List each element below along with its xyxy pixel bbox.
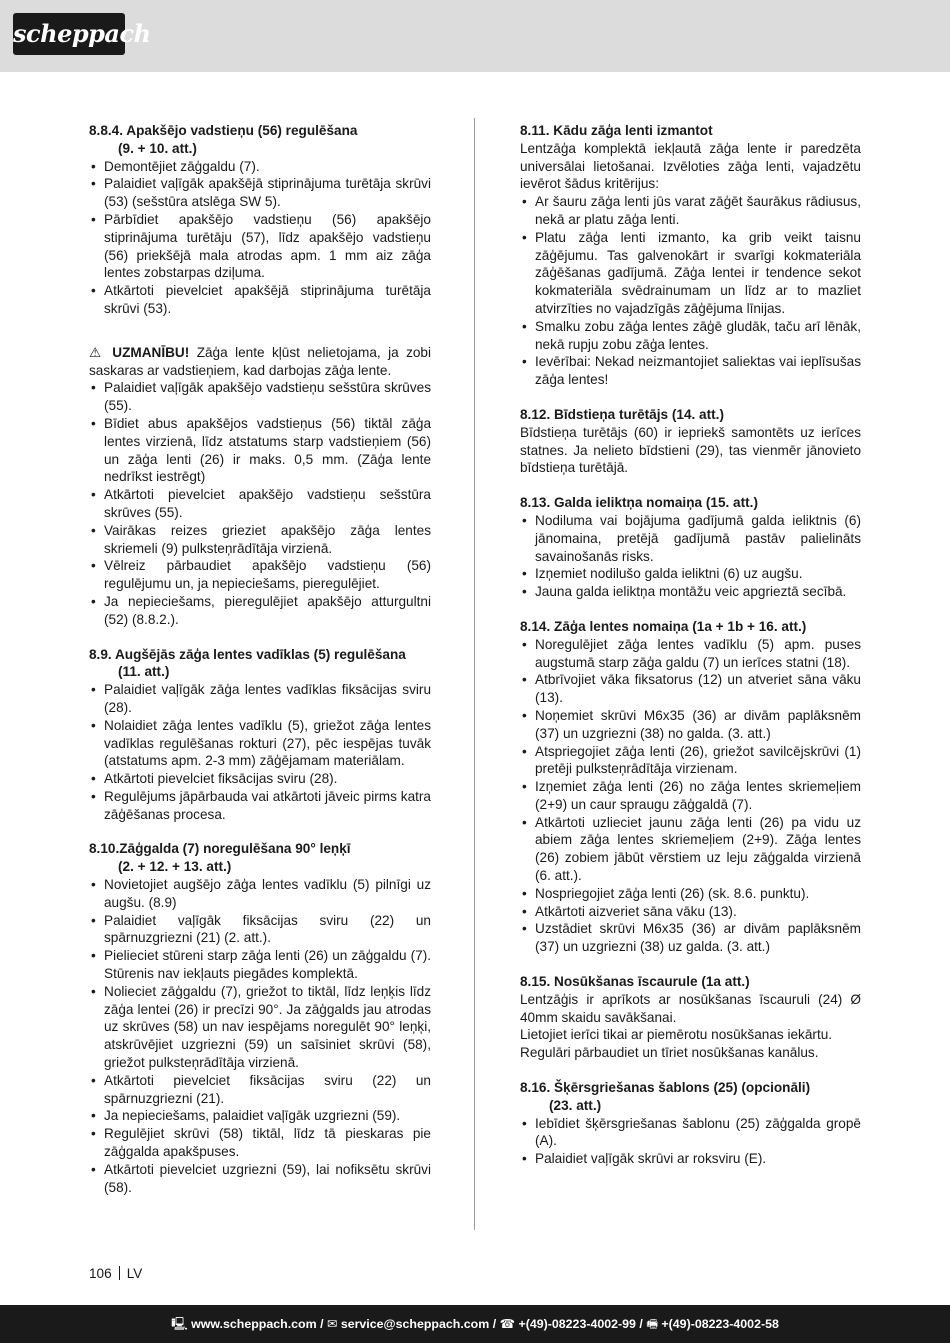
list-item: • Atkārtoti pievelciet uzgriezni (59), lai nofiksētu skrūvi (58). <box>89 1161 431 1197</box>
warning-block <box>89 344 431 629</box>
section-heading: 8.10.Zāģgalda (7) noregulēšana 90° leņķī (2. + 12. + 13. att.) <box>89 841 351 875</box>
list-item: • Nodiluma vai bojājuma gadījumā galda ieliktnis (6) jānomaina, pretējā gadījumā pastāv palielināts savainošanās risks. <box>520 512 861 565</box>
list-item: • Pielieciet stūreni starp zāģa lenti (26) un zāģgaldu (7). Stūrenis nav iekļauts piegādes komplektā. <box>89 947 431 983</box>
left-column <box>89 122 431 1213</box>
list-item: • Atbrīvojiet vāka fiksatorus (12) un atveriet sāna vāku (13). <box>520 671 861 707</box>
page-number-separator <box>119 1266 120 1280</box>
section-heading: 8.14. Zāģa lentes nomaiņa (1a + 1b + 16. att.) <box>520 618 807 634</box>
section-heading: 8.8.4. Apakšējo vadstieņu (56) regulēšana (9. + 10. att.) <box>89 123 358 156</box>
page-language: LV <box>126 1266 143 1281</box>
section-8-15 <box>520 973 861 1062</box>
list-item: • Atkārtoti aizveriet sāna vāku (13). <box>520 903 861 921</box>
list-item: • Ja nepieciešams, palaidiet vaļīgāk uzgriezni (59). <box>89 1107 431 1125</box>
section-heading: 8.11. Kādu zāģa lenti izmantot <box>520 123 713 138</box>
list-item: • Vēlreiz pārbaudiet apakšējo vadstieņu (56) regulējumu un, ja nepieciešams, pieregulējiet. <box>89 557 431 593</box>
right-column <box>520 122 861 1185</box>
list-item: • Platu zāģa lenti izmanto, ka grib veikt taisnu zāģējumu. Tas galvenokārt ir svarīgi kokmateriāla zāģēšanas gadījumā. Zāģa lentei ir tendence sekot kokmateriāla svēdrainumam un līdz ar to mazliet atvirzīties no vajadzīgās zāģējuma līnijas. <box>520 229 861 318</box>
list-item: • Nolaidiet zāģa lentes vadīklu (5), griežot zāģa lentes vadīklas regulēšanas rokturi (27), pēc iespējas tuvāk (atstatums apm. 2-3 mm) zāģējamam materiālam. <box>89 717 431 770</box>
paragraph: Lentzāģa komplektā iekļautā zāģa lente ir paredzēta universālai lietošanai. Izvēloties zāģa lenti, vajadzētu ievērot šādus kritērijus: <box>520 140 861 192</box>
bullet-list <box>520 512 861 601</box>
footer-phone: +(49)-08223-4002-99 <box>518 1317 636 1331</box>
list-item: • Jauna galda ieliktņa montāžu veic apgrieztā secībā. <box>520 583 861 601</box>
footer-separator: / <box>316 1317 327 1331</box>
list-item: • Atkārtoti pievelciet fiksācijas sviru (28). <box>89 770 431 788</box>
column-divider <box>474 118 475 1230</box>
list-item: • Atkārtoti uzlieciet jaunu zāģa lenti (26) pa vidu uz abiem zāģa lentes skriemeļiem (2+9). Zāģa lentes (26) zobiem jābūt vērstiem uz leju zāģgalda virzienā (6. att.). <box>520 814 861 885</box>
list-item: • Nospriegojiet zāģa lenti (26) (sk. 8.6. punktu). <box>520 885 861 903</box>
bullet-list <box>520 636 861 956</box>
phone-icon: ☎ <box>499 1317 516 1331</box>
footer-fax: +(49)-08223-4002-58 <box>661 1317 779 1331</box>
scheppach-logo: scheppach <box>13 13 125 55</box>
list-item: • Atkārtoti pievelciet apakšējā stiprinājuma turētāja skrūvi (53). <box>89 282 431 318</box>
bullet-list <box>89 681 431 823</box>
section-heading: 8.9. Augšējās zāģa lentes vadīklas (5) regulēšana (11. att.) <box>89 646 406 680</box>
paragraph: Bīdstieņa turētājs (60) ir iepriekš samontēts uz ierīces statnes. Ja nelieto bīdstieni (29), tas vienmēr jānovieto bīdstieņa turētājā. <box>520 424 861 476</box>
list-item: • Regulējiet skrūvi (58) tiktāl, līdz tā pieskaras pie zāģgalda apakšpuses. <box>89 1125 431 1161</box>
list-item: • Noņemiet skrūvi M6x35 (36) ar divām paplāksnēm (37) un uzgriezni (38) no galda. (3. att.) <box>520 707 861 743</box>
list-item: • Nolieciet zāģgaldu (7), griežot to tiktāl, līdz leņķis līdz zāģa lentei (26) ir precīzi 90°. Ja zāģgalds jau atrodas uz skrūves (58) un nav iespējams noregulēt 90° leņķi, atskrūvējiet uzgriezni (59) un saīsiniet skrūvi (58), griežot pulksteņrādītāja virzienā. <box>89 983 431 1072</box>
section-8-16 <box>520 1079 861 1168</box>
footer-website-link[interactable]: www.scheppach.com <box>191 1317 317 1331</box>
list-item: • Ja nepieciešams, pieregulējiet apakšējo atturgultni (52) (8.8.2.). <box>89 593 431 629</box>
list-item: • Bīdiet abus apakšējos vadstieņus (56) tiktāl zāģa lentes virzienā, līdz atstatums starp vadstieņiem (56) un zāģa lenti (26) ir maks. 0,5 mm. (Zāģa lente nedrīkst iestrēgt) <box>89 415 431 486</box>
section-8-13 <box>520 494 861 601</box>
header-bar <box>0 0 950 72</box>
mail-icon: ✉ <box>326 1317 338 1331</box>
section-heading: 8.12. Bīdstieņa turētājs (14. att.) <box>520 406 724 422</box>
list-item: • Regulējums jāpārbauda vai atkārtoti jāveic pirms katra zāģēšanas procesa. <box>89 788 431 824</box>
footer-separator: / <box>635 1317 647 1331</box>
warning-paragraph <box>89 344 431 380</box>
list-item: • Iebīdiet šķērsgriešanas šablonu (25) zāģgalda gropē (A). <box>520 1115 861 1151</box>
section-8-10 <box>89 840 431 1196</box>
section-heading: 8.16. Šķērsgriešanas šablons (25) (opcionāli) (23. att.) <box>520 1080 811 1113</box>
list-item: • Ar šauru zāģa lenti jūs varat zāģēt šaurākus rādiusus, nekā ar platu zāģa lenti. <box>520 193 861 229</box>
page-number <box>89 1265 142 1282</box>
bullet-list <box>89 158 431 318</box>
list-item: • Uzstādiet skrūvi M6x35 (36) ar divām paplāksnēm (37) un uzgriezni (38) uz galda. (3. att.) <box>520 920 861 956</box>
section-heading: 8.13. Galda ieliktņa nomaiņa (15. att.) <box>520 495 758 511</box>
footer-bar <box>0 1305 950 1343</box>
list-item: • Novietojiet augšējo zāģa lentes vadīklu (5) pilnīgi uz augšu. (8.9) <box>89 876 431 912</box>
warning-title: UZMANĪBU! <box>112 344 190 360</box>
paragraph: Lentzāģis ir aprīkots ar nosūkšanas īscauruli (24) Ø 40mm skaidu savākšanai. <box>520 991 861 1025</box>
footer-separator: / <box>489 1317 500 1331</box>
bullet-list <box>89 379 431 628</box>
list-item: • Palaidiet vaļīgāk skrūvi ar roksviru (E). <box>520 1150 861 1168</box>
list-item: • Atkārtoti pievelciet apakšējo vadstieņu sešstūra skrūves (55). <box>89 486 431 522</box>
section-8-12 <box>520 406 861 477</box>
section-8-8-4 <box>89 122 431 318</box>
section-8-9 <box>89 646 431 824</box>
footer-email-link[interactable]: service@scheppach.com <box>340 1317 490 1331</box>
section-heading: 8.15. Nosūkšanas īscaurule (1a att.) <box>520 974 750 990</box>
bullet-list <box>520 1115 861 1168</box>
list-item: • Palaidiet vaļīgāk apakšējo vadstieņu sešstūra skrūves (55). <box>89 379 431 415</box>
list-item: • Vairākas reizes grieziet apakšējo zāģa lentes skriemeli (9) pulksteņrādītāja virzienā. <box>89 522 431 558</box>
bullet-list <box>520 193 861 389</box>
computer-icon: 🖳 <box>171 1317 188 1331</box>
list-item: • Izņemiet zāģa lenti (26) no zāģa lentes skriemeļiem (2+9) un caur spraugu zāģgaldā (7). <box>520 778 861 814</box>
fax-icon: 🖷 <box>646 1317 658 1331</box>
list-item: • Ievērībai: Nekad neizmantojiet saliektas vai ieplīsušas zāģa lentes! <box>520 353 861 389</box>
list-item: • Smalku zobu zāģa lentes zāģē gludāk, taču arī lēnāk, nekā rupju zobu zāģa lentes. <box>520 318 861 354</box>
list-item: • Palaidiet vaļīgāk fiksācijas sviru (22) un spārnuzgriezni (21) (2. att.). <box>89 912 431 948</box>
bullet-list <box>89 876 431 1196</box>
paragraph: Lietojiet ierīci tikai ar piemērotu nosūkšanas iekārtu. Regulāri pārbaudiet un tīriet nosūkšanas kanālus. <box>520 1027 833 1061</box>
page-number-value: 106 <box>89 1266 112 1281</box>
list-item: • Izņemiet nodilušo galda ieliktni (6) uz augšu. <box>520 565 861 583</box>
warning-icon: ⚠ <box>89 344 105 360</box>
list-item: • Pārbīdiet apakšējo vadstieņu (56) apakšējo stiprinājuma turētāju (57), līdz apakšējo vadstieņu (56) priekšējā mala atrodas apm. 1 mm aiz zāģa lentes zobstarpas dziļuma. <box>89 211 431 282</box>
list-item: • Demontējiet zāģgaldu (7). <box>89 158 431 176</box>
section-8-14 <box>520 618 861 956</box>
warning-text: Zāģa lente kļūst nelietojama, ja zobi saskaras ar vadstieņiem, kad darbojas zāģa lente. <box>89 344 432 378</box>
section-8-11 <box>520 122 861 389</box>
list-item: • Palaidiet vaļīgāk apakšējā stiprinājuma turētāja skrūvi (53) (sešstūra atslēga SW 5). <box>89 175 431 211</box>
list-item: • Atspriegojiet zāģa lenti (26), griežot savilcējskrūvi (1) pretēji pulksteņrādītāja virzienam. <box>520 743 861 779</box>
list-item: • Palaidiet vaļīgāk zāģa lentes vadīklas fiksācijas sviru (28). <box>89 681 431 717</box>
list-item: • Noregulējiet zāģa lentes vadīklu (5) apm. puses augstumā starp zāģa galdu (7) un ierīces statni (18). <box>520 636 861 672</box>
list-item: • Atkārtoti pievelciet fiksācijas sviru (22) un spārnuzgriezni (21). <box>89 1072 431 1108</box>
